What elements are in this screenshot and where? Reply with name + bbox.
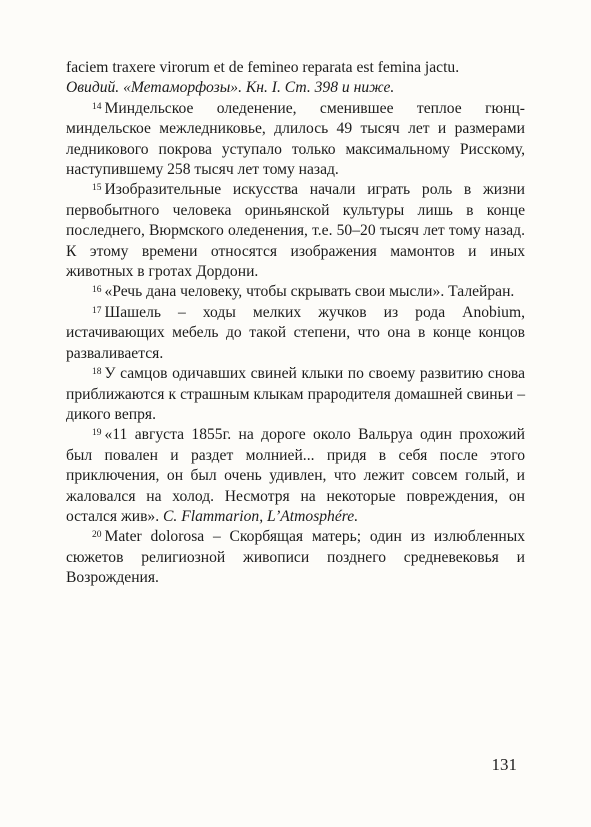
footnote-text: faciem traxere virorum et de femineo reparata est femina jactu. — [66, 59, 460, 76]
footnote-source: Овидий. «Метаморфозы». Кн. I. Ст. 398 и ниже. — [66, 79, 395, 97]
footnote-number: 19 — [92, 428, 102, 439]
footnote-text: «Речь дана человеку, чтобы скрывать свои мысли». Талейран. — [104, 283, 515, 301]
footnote-text: Изобразительные искусства начали играть роль в жизни первобытного человека ориньянской культуры лишь в конце последнего, Вюрмского оледенения, т.е. 50–20 тысяч лет тому назад. К этому времени относятся изображения мамонтов и иных животных в гротах Дордони. — [66, 181, 525, 281]
footnote-source: C. Flammarion, L’Atmosphére. — [163, 507, 359, 525]
footnote-continuation — [66, 58, 525, 99]
footnote-number: 18 — [92, 367, 102, 378]
footnote-15 — [66, 180, 525, 282]
footnote-number: 15 — [92, 183, 102, 194]
footnote-text: Mater dolorosa – Скорбящая матерь; один из излюбленных сюжетов религиозной живописи позднего средневековья и Возрождения. — [66, 528, 525, 587]
footnote-18 — [66, 364, 525, 425]
footnote-text: Шашель – ходы мелких жучков из рода Anobium, истачивающих мебель до такой степени, что она в конце концов разваливается. — [66, 303, 525, 362]
footnotes-block — [66, 58, 525, 589]
footnote-14 — [66, 99, 525, 181]
footnote-16 — [66, 282, 525, 302]
footnote-number: 20 — [92, 530, 102, 541]
footnote-20 — [66, 527, 525, 588]
footnote-number: 16 — [92, 285, 102, 296]
footnote-number: 17 — [92, 305, 102, 316]
footnote-text: У самцов одичавших свиней клыки по своему развитию снова приближаются к страшным клыкам прародителя домашней свиньи – дикого вепря. — [66, 365, 525, 423]
footnote-17 — [66, 303, 525, 364]
page-number: 131 — [491, 755, 517, 774]
footnote-19 — [66, 425, 525, 527]
footnote-number: 14 — [92, 101, 102, 112]
footnote-text: «11 августа 1855г. на дороге около Вальруа один прохожий был повален и раздет молнией... придя в себя после этого приключения, он был очень удивлен, что лежит совсем голый, и жаловался на холод. Несмотря на некоторые повреждения, он остался жив». — [66, 426, 525, 525]
footnote-text: Миндельское оледенение, сменившее теплое гюнц-миндельское межледниковье, длилось 49 тысяч лет и размерами ледникового покрова уступало только максимальному Рисскому, наступившему 258 тысяч лет тому назад. — [66, 99, 525, 179]
